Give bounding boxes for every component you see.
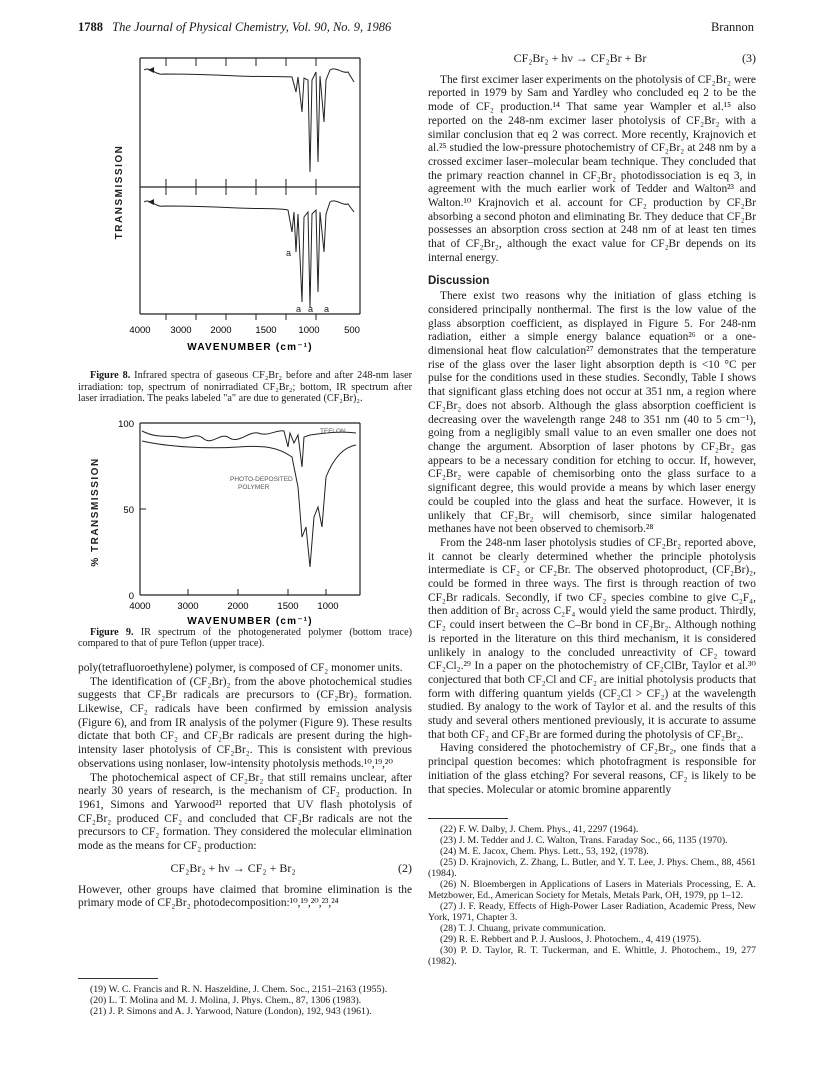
references-left xyxy=(78,978,412,1017)
figure-8-plot xyxy=(78,52,412,370)
figure-9-caption-text: IR spectrum of the photogenerated polymer (bottom trace) compared to that of pure Teflon (upper trace). xyxy=(78,626,412,650)
reference-26: (26) N. Bloembergen in Applications of Lasers in Materials Processing, E. A. Metzbower, Ed., American Society for Metals, Metals Park, OH, 1979, pp 1–12. xyxy=(428,879,756,901)
fig9-ytick-0: 100 xyxy=(118,418,134,430)
reference-21: (21) J. P. Simons and A. J. Yarwood, Nature (London), 192, 943 (1961). xyxy=(90,1006,372,1017)
figure-8-caption-label: Figure 8. xyxy=(90,370,131,381)
fig8-spectrum-nonirradiated xyxy=(144,69,354,172)
fig9-xlabel: WAVENUMBER (cm⁻¹) xyxy=(187,615,313,627)
left-paragraph-1: poly(tetrafluoroethylene) polymer, is composed of CF₂ monomer units. xyxy=(78,661,403,674)
fig8-peak-label-3: a xyxy=(308,304,314,314)
reference-22: (22) F. W. Dalby, J. Chem. Phys., 41, 2297 (1964). xyxy=(440,824,639,835)
fig8-xtick-3: 1500 xyxy=(255,325,277,336)
fig9-label-teflon: TEFLON xyxy=(320,427,346,435)
left-column xyxy=(78,52,412,911)
section-heading-discussion: Discussion xyxy=(428,274,490,287)
equation-3 xyxy=(428,52,756,66)
fig9-xtick-3: 1500 xyxy=(277,600,299,612)
equation-3-number: (3) xyxy=(742,51,756,65)
right-paragraph-3: From the 248-nm laser photolysis studies of CF₂Br₂ reported above, it cannot be clearly determined whether the principle photolysis intermediate is CF₂ or CF₂Br. The observed photoproduct, (CF₂Br)₂, could be formed in three ways. The first is through reaction of two CF₂Br radicals. Secondly, if two CF₂ species combine to give C₂F₄, then addition of Br₂ across C₂F₄ would yield the same product. Thirdly, CF₂ could insert between the C–Br bond in CF₂Br₂. Although nothing is reported in the literature on this third mechanism, it is considered unlikely in analogy to the concluded unreactivity of CF₂ toward CF₂Cl₂.²⁹ In a paper on the photochemistry of CF₂ClBr, Taylor et al.³⁰ conjectured that both CF₂Cl and CF₂ are initial photolysis products that form with differing quantum yields (CF₂Cl > CF₂) at the wavelength studied. By analogy to the work of Taylor et al. and the results of this study and several others mentioned previously, it is accurate to assume that both CF₂ and CF₂Br are formed during the photolysis of CF₂Br₂. xyxy=(428,536,756,741)
figure-8-caption-text: Infrared spectra of gaseous CF₂Br₂ before and after 248-nm laser irradiation: top, spectrum of nonirradiated CF₂Br₂; bottom, IR spectrum after laser irradiation. The peaks labeled "a" are due to generated (CF₂Br)₂. xyxy=(78,370,412,405)
running-header xyxy=(78,20,754,38)
fig9-xtick-4: 1000 xyxy=(317,600,339,612)
fig8-xtick-4: 1000 xyxy=(298,325,320,336)
figure-8-caption xyxy=(78,370,412,405)
author-name: Brannon xyxy=(710,20,754,34)
right-paragraph-1: The first excimer laser experiments on the photolysis of CF₂Br₂ were reported in 1979 by Sam and Yardley who concluded eq 2 to be the mode of CF₂ production.¹⁴ That same year Wampler et al.¹⁵ also reported on the 248-nm excimer laser photolysis of CF₂Br₂ with a similar conclusion that eq 2 was correct. More recently, Krajnovich et al.²⁵ studied the low-pressure photochemistry of CF₂Br₂ at 248 nm by a crossed excimer laser–molecular beam technique. They concluded that the primary reaction channel in CF₂Br₂ photodissociation is eq 3, in agreement with the much earlier work of Tedder and Walton²³ and Walton.¹⁰ Krajnovich et al. account for CF₂ production by CF₂Br absorbing a second photon and eliminating Br. They deduce that CF₂Br possesses an absorption cross section at 248 nm of at least ten times that of CF₂Br₂, although the exact value for CF₂Br depends on its internal energy. xyxy=(428,73,756,264)
fig8-xlabel: WAVENUMBER (cm⁻¹) xyxy=(187,342,313,353)
footnote-rule xyxy=(78,978,158,979)
left-paragraph-2: The identification of (CF₂Br)₂ from the above photochemical studies suggests that CF₂Br radicals are precursors to (CF₂Br)₂ formation. Likewise, CF₂ radicals have been confirmed by emission analysis (Figure 6), and from IR analysis of the polymer (Figure 9). These results dictate that both CF₂ and CF₂Br radicals are present during the high-intensity laser photolysis of CF₂Br₂. This is consistent with previous observations using nonlaser, low-intensity photolysis methods.¹⁰,¹⁹,²⁰ xyxy=(78,675,412,770)
reference-29: (29) R. E. Rebbert and P. J. Ausloos, J. Photochem., 4, 419 (1975). xyxy=(440,934,702,945)
fig8-spectrum-irradiated xyxy=(144,201,354,307)
fig8-xtick-5: 500 xyxy=(344,325,360,336)
footnote-rule xyxy=(428,818,508,819)
right-column xyxy=(428,52,756,797)
fig8-xtick-1: 3000 xyxy=(170,325,192,336)
fig9-xtick-0: 4000 xyxy=(129,600,151,612)
fig8-peak-label-2: a xyxy=(296,304,302,314)
fig9-xtick-2: 2000 xyxy=(227,600,249,612)
fig9-label-polymer-1: PHOTO-DEPOSITED xyxy=(230,475,293,483)
reference-28: (28) T. J. Chuang, private communication. xyxy=(440,923,606,934)
fig9-ylabel: % TRANSMISSION xyxy=(90,457,101,567)
figure-9 xyxy=(78,417,412,650)
reference-30: (30) P. D. Taylor, R. T. Tuckerman, and E. Whittle, J. Photochem., 19, 277 (1982). xyxy=(428,945,756,967)
reference-20: (20) L. T. Molina and M. J. Molina, J. Phys. Chem., 87, 1306 (1983). xyxy=(90,995,362,1006)
equation-2-number: (2) xyxy=(398,860,412,875)
reference-23: (23) J. M. Tedder and J. C. Walton, Trans. Faraday Soc., 66, 1135 (1970). xyxy=(440,835,728,846)
equation-2 xyxy=(78,862,412,876)
fig8-peak-label-1: a xyxy=(286,248,292,258)
reference-27: (27) J. F. Ready, Effects of High-Power Laser Radiation, Academic Press, New York, 1971, Chapter 3. xyxy=(428,901,756,923)
fig9-xtick-1: 3000 xyxy=(177,600,199,612)
journal-citation: The Journal of Physical Chemistry, Vol. 90, No. 9, 1986 xyxy=(112,20,392,34)
figure-9-plot xyxy=(78,417,412,627)
figure-9-caption-label: Figure 9. xyxy=(90,626,134,638)
figure-8 xyxy=(78,52,412,405)
fig9-ytick-2: 0 xyxy=(128,590,134,602)
fig8-xtick-2: 2000 xyxy=(210,325,232,336)
fig8-ylabel: TRANSMISSION xyxy=(114,144,125,240)
reference-24: (24) M. E. Jacox, Chem. Phys. Lett., 53, 192, (1978). xyxy=(440,846,649,857)
left-paragraph-3: The photochemical aspect of CF₂Br₂ that still remains unclear, after nearly 30 years of research, is the mechanism of CF₂ production. In 1961, Simons and Yarwood²¹ reported that UV flash photolysis of CF₂Br₂ produced CF₂ and concluded that CF₂Br radicals are not the precursors to CF₂ formation. They considered the molecular elimination mode as the means for CF₂ production: xyxy=(78,771,412,853)
right-paragraph-4: Having considered the photochemistry of CF₂Br₂, one finds that a principal question becomes: which photofragment is responsible for initiation of the glass etching? For several reasons, CF₂ is likely to be that species. Molecular or atomic bromine apparently xyxy=(428,742,756,796)
fig8-peak-label-4: a xyxy=(324,304,330,314)
right-paragraph-2: There exist two reasons why the initiation of glass etching is considered principally nonthermal. The first is the low value of the glass absorption coefficient, as displayed in Figure 5. For 248-nm radiation, either a simple energy balance equation²⁶ or a one-dimensional heat flow calculation²⁷ demonstrates that the temperature rise of the glass over the laser light absorption depth is <10 °C per pulse for the conditions used in these studies. Secondly, Table I shows that significant glass etching does not occur at 351 nm, a region where CF₂Br₂ does not absorb. Although the glass absorption coefficient is decreasing over the wavelength range 248 to 351 nm (40 to 5 cm⁻¹), going from a negligibly small value to an even smaller one does not change the argument. Absorption of laser photons by CF₂Br₂ gas appears to be a necessary condition for etching to occur. If, however, CF₂Br₂ were capable of chemisorbing onto the glass surface to a significant degree, this would provide a means by which laser energy could be coupled into the glass and heat the surface. However, it is unlikely that CF₂Br₂ will chemisorb, since similar halogenated methanes have not been observed to chemisorb.²⁸ xyxy=(428,290,756,536)
fig9-ytick-1: 50 xyxy=(123,504,134,516)
header-left xyxy=(78,20,391,35)
fig9-trace-polymer xyxy=(142,441,356,567)
equation-2-expr: CF₂Br₂ + hν → CF₂ + Br₂ xyxy=(170,860,296,875)
equation-3-expr: CF₂Br₂ + hν → CF₂Br + Br xyxy=(513,51,647,65)
figure-9-caption xyxy=(78,627,412,650)
fig8-xtick-0: 4000 xyxy=(129,325,151,336)
fig9-trace-teflon xyxy=(142,427,356,466)
reference-19: (19) W. C. Francis and R. N. Haszeldine, J. Chem. Soc., 2151–2163 (1955). xyxy=(90,984,388,995)
references-right xyxy=(428,818,756,967)
left-paragraph-4: However, other groups have claimed that bromine elimination is the primary mode of CF₂Br₂ photodecomposition:¹⁰,¹⁹,²⁰,²³,²⁴ xyxy=(78,883,412,910)
page-number: 1788 xyxy=(78,20,103,34)
reference-25: (25) D. Krajnovich, Z. Zhang, L. Butler, and Y. T. Lee, J. Phys. Chem., 88, 4561 (1984). xyxy=(428,857,756,879)
fig9-label-polymer-2: POLYMER xyxy=(238,483,270,491)
